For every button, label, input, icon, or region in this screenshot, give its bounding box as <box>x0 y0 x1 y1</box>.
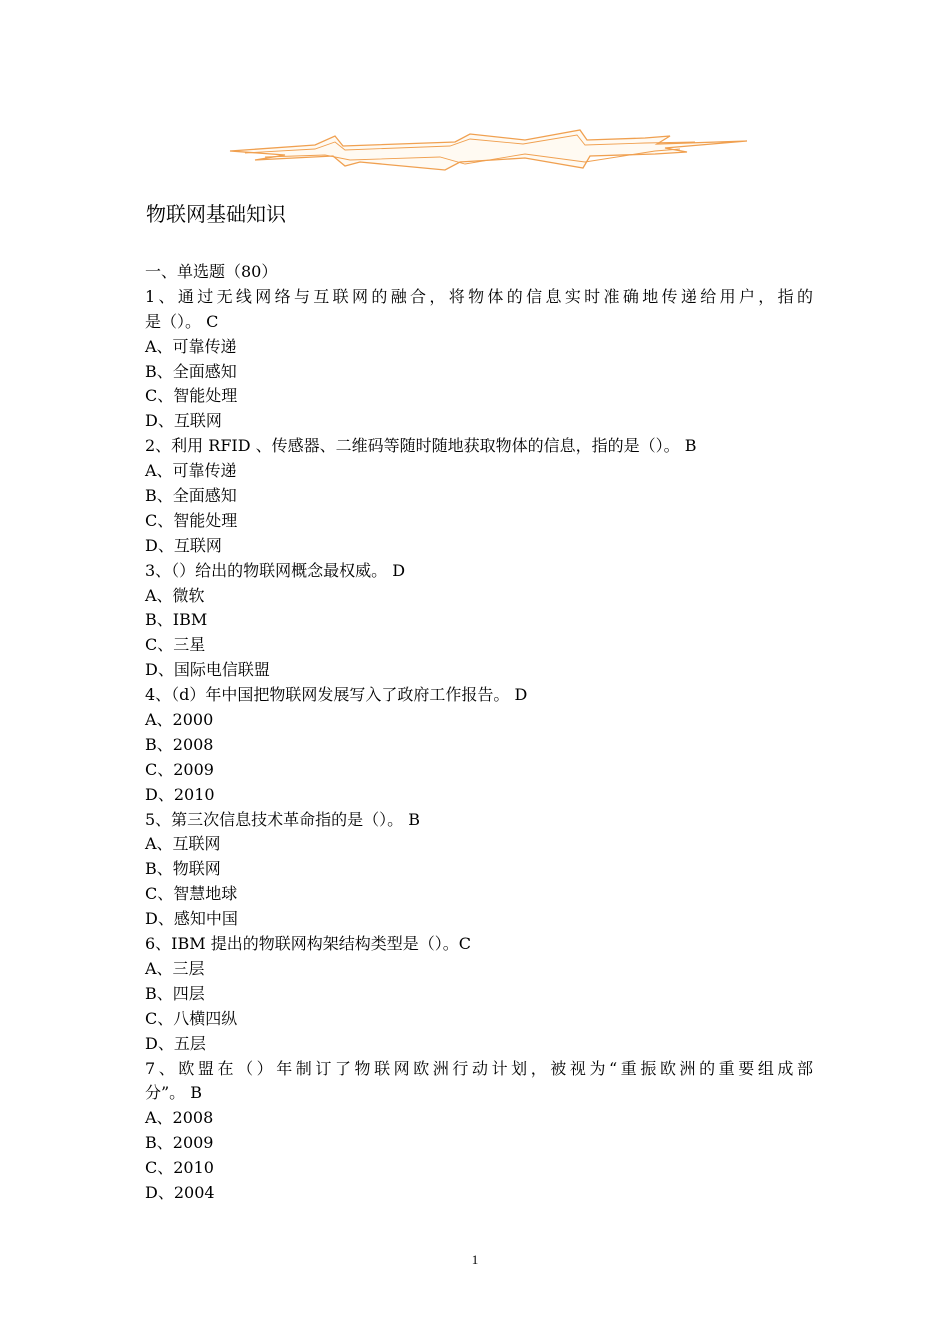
option: A、三层 <box>145 958 205 978</box>
option: C、智慧地球 <box>145 884 238 904</box>
option: B、物联网 <box>145 859 221 879</box>
option: B、IBM <box>145 610 208 630</box>
document-title: 物联网基础知识 <box>146 202 286 226</box>
option: C、智能处理 <box>145 386 238 406</box>
question-7 <box>145 1057 813 1206</box>
question-4 <box>145 683 813 807</box>
question-2 <box>145 434 813 558</box>
decorative-zigzag-ornament <box>225 122 750 172</box>
option: B、全面感知 <box>145 486 237 506</box>
page-number: 1 <box>471 1252 479 1267</box>
option: D、感知中国 <box>145 909 238 929</box>
option: C、八横四纵 <box>145 1008 238 1028</box>
question-3 <box>145 559 813 683</box>
option: B、四层 <box>145 983 205 1003</box>
option: A、互联网 <box>145 834 221 854</box>
question-stem: 分”。 B <box>145 1083 203 1103</box>
option: C、2010 <box>145 1158 214 1178</box>
question-stem: 4、（d）年中国把物联网发展写入了政府工作报告。 D <box>145 685 528 705</box>
question-stem: 是（）。 C <box>145 311 219 331</box>
option: A、可靠传递 <box>145 461 237 481</box>
option: D、互联网 <box>145 535 222 555</box>
question-stem: 6、IBM 提出的物联网构架结构类型是（）。C <box>145 934 471 954</box>
option: C、智能处理 <box>145 510 238 530</box>
option: D、2010 <box>145 784 215 804</box>
option: A、2000 <box>145 710 214 730</box>
option: A、可靠传递 <box>145 336 237 356</box>
section-heading: 一、单选题（80） <box>145 262 278 281</box>
option: A、微软 <box>145 585 205 605</box>
option: D、互联网 <box>145 411 222 431</box>
question-6 <box>145 932 813 1056</box>
option: D、2004 <box>145 1182 215 1202</box>
question-stem: 3、（）给出的物联网概念最权威。 D <box>145 560 406 580</box>
question-list <box>145 260 813 1206</box>
option: C、三星 <box>145 635 206 655</box>
question-1 <box>145 285 813 434</box>
option: D、五层 <box>145 1033 206 1053</box>
option: D、国际电信联盟 <box>145 660 270 680</box>
option: B、2008 <box>145 734 214 754</box>
question-stem: 1、通过无线网络与互联网的融合，将物体的信息实时准确地传递给用户，指的 <box>145 286 813 306</box>
option: B、2009 <box>145 1133 214 1153</box>
option: B、全面感知 <box>145 361 237 381</box>
option: C、2009 <box>145 759 214 779</box>
question-stem: 2、利用 RFID 、传感器、二维码等随时随地获取物体的信息，指的是（）。 B <box>145 436 697 456</box>
question-5 <box>145 808 813 932</box>
question-stem: 5、第三次信息技术革命指的是（）。 B <box>145 809 421 829</box>
question-stem: 7、欧盟在（）年制订了物联网欧洲行动计划，被视为“重振欧洲的重要组成部 <box>145 1058 813 1078</box>
option: A、2008 <box>145 1108 214 1128</box>
